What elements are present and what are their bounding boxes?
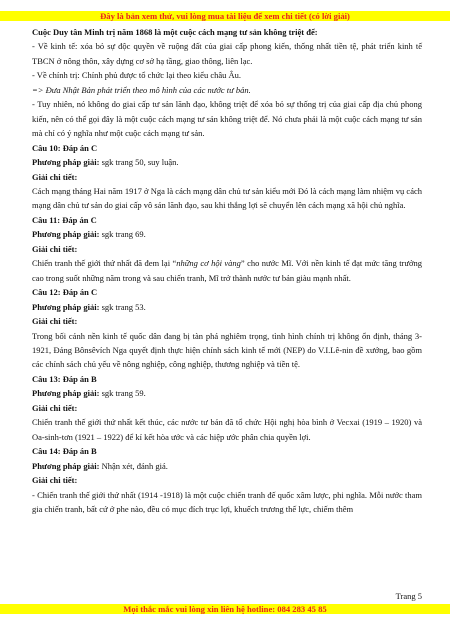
preview-notice-banner: Đây là bản xem thử, vui lòng mua tài liệu để xem chi tiết (có lời giải) [0, 11, 450, 21]
method-label: Phương pháp giải: [32, 229, 100, 240]
question-13-title: Câu 13: Đáp án B [32, 373, 97, 384]
method-text: sgk trang 59. [99, 388, 146, 399]
method-text: sgk trang 53. [99, 301, 146, 312]
solution-text-end: ” cho nước Mĩ. Với nền kinh tế đạt mức tăng trưởng cao trong suốt những năm trong và sau chiến tranh, Mĩ trở thành nước tư bản giàu mạnh nhất. [32, 258, 422, 283]
question-14-method [32, 459, 422, 473]
paragraph-politics: - Về chính trị: Chính phủ được tổ chức lại theo kiểu châu Âu. [32, 70, 242, 81]
paragraph-however: - Tuy nhiên, nó không do giai cấp tư sản lãnh đạo, không triệt để xóa bỏ sự thống trị của giai cấp địa chủ phong kiến, nên có thể gọi đây là một cuộc cách mạng tư sản không triệt để. Nó chưa phải là một cuộc cách mạng tư sản mà chỉ có ý nghĩa như một cuộc cách mạng tư sản. [32, 99, 422, 139]
method-label: Phương pháp giải: [32, 460, 100, 471]
question-13-solution-label: Giải chi tiết: [32, 402, 78, 413]
document-body [32, 25, 422, 516]
hotline-banner: Mọi thắc mắc vui lòng xin liên hệ hotline: 084 283 45 85 [0, 604, 450, 614]
solution-text-start: Chiến tranh thế giới thứ nhất đã đem lại “ [32, 258, 177, 269]
question-10-solution: Cách mạng tháng Hai năm 1917 ở Nga là cách mạng dân chủ tư sản kiểu mới Đó là cách mạng làm nhiệm vụ cách mạng dân chủ tư sản do giai cấp vô sản lãnh đạo, sau khi thắng lợi sẽ chuyển lên cách mạng xã hội chủ nghĩa. [32, 185, 422, 211]
question-14-solution: - Chiến tranh thế giới thứ nhất (1914 -1918) là một cuộc chiến tranh đế quốc xâm lược, phi nghĩa. Mỗi nước tham gia chiến tranh, bất cứ ở phe nào, đều có mục đích trục lợi, khuếch trương thế lực, chiếm thêm [32, 489, 422, 514]
question-10-title: Câu 10: Đáp án C [32, 142, 98, 153]
question-13-solution: Chiến tranh thế giới thứ nhất kết thúc, các nước tư bản đã tổ chức Hội nghị hòa bình ở Vecxai (1919 – 1920) và Oa-sinh-tơn (1921 – 1922) để kí kết hòa ước và các hiệp ước phân chia quyền lợi. [32, 417, 422, 442]
solution-quote: những cơ hội vàng [176, 258, 241, 269]
page-number: Trang 5 [395, 591, 422, 601]
question-14-title: Câu 14: Đáp án B [32, 446, 97, 457]
question-11-method [32, 227, 422, 241]
method-text: sgk trang 50, suy luận. [99, 157, 179, 168]
method-text: sgk trang 69. [99, 229, 146, 240]
question-13-method [32, 386, 422, 400]
question-12-solution: Trong bối cảnh nền kinh tế quốc dân đang bị tàn phá nghiêm trọng, tình hình chính trị không ổn định, tháng 3-1921, Đảng Bônsêvích Nga quyết định thực hiện chính sách kinh tế mới (NEP) do V.I.Lê-nin đề xướng, bao gồm các chính sách chủ yếu về nông nghiệp, công nghiệp, thương nghiệp và tiền tệ. [32, 330, 422, 370]
section-heading: Cuộc Duy tân Minh trị năm 1868 là một cuộc cách mạng tư sản không triệt để: [32, 27, 318, 37]
question-14-solution-label: Giải chi tiết: [32, 475, 78, 486]
question-12-solution-label: Giải chi tiết: [32, 316, 78, 327]
question-11-solution [32, 256, 422, 285]
paragraph-economy: - Về kinh tế: xóa bỏ sự độc quyền về ruộng đất của giai cấp phong kiến, thống nhất tiền tệ, phát triển kinh tế TBCN ở nông thôn, xây dựng cơ sở hạ tầng, giao thông, liên lạc. [32, 41, 422, 66]
method-label: Phương pháp giải: [32, 388, 100, 399]
question-10-solution-label: Giải chi tiết: [32, 171, 78, 182]
paragraph-conclusion: => Đưa Nhật Bản phát triển theo mô hình của các nước tư bản. [32, 84, 251, 95]
method-text: Nhận xét, đánh giá. [99, 460, 168, 471]
question-11-title: Câu 11: Đáp án C [32, 214, 97, 225]
question-12-title: Câu 12: Đáp án C [32, 287, 98, 298]
question-11-solution-label: Giải chi tiết: [32, 243, 78, 254]
method-label: Phương pháp giải: [32, 157, 100, 168]
question-12-method [32, 300, 422, 314]
question-10-method [32, 155, 422, 169]
method-label: Phương pháp giải: [32, 301, 100, 312]
